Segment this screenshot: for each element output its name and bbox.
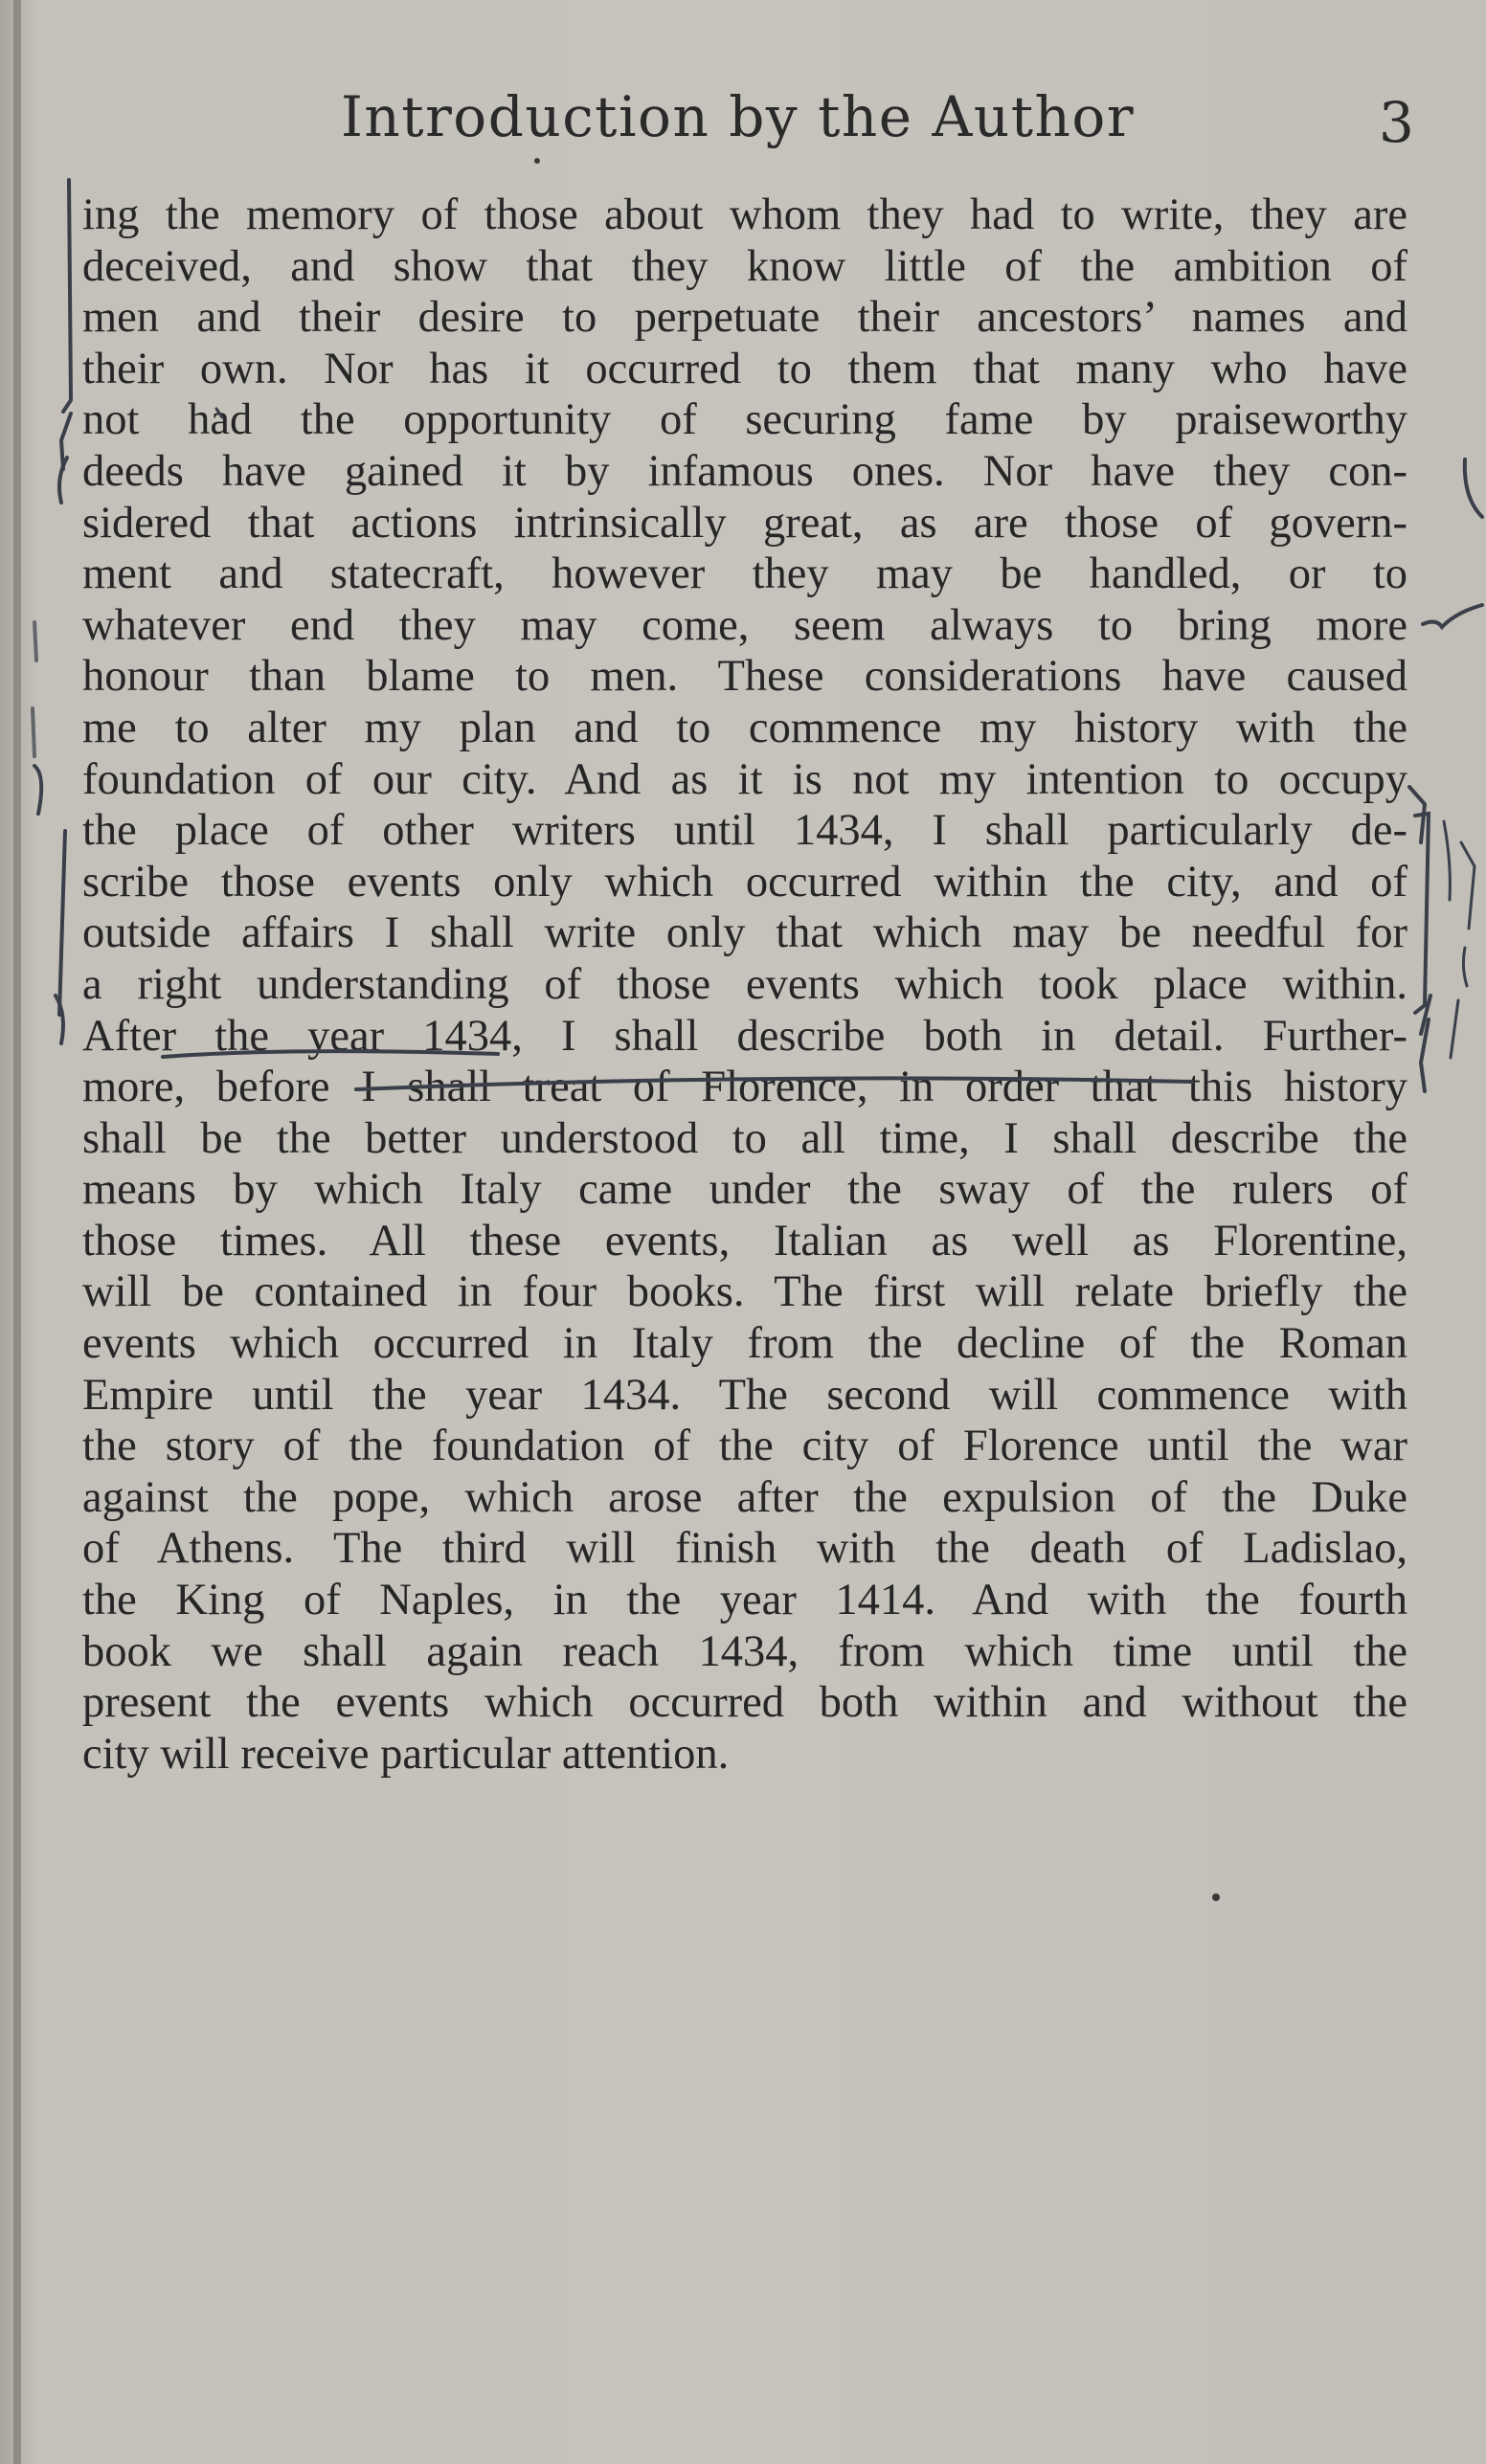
margin-bracket-mark <box>1409 787 1425 842</box>
text-line: book we shall again reach 1434, from which time until the <box>82 1626 1407 1676</box>
margin-bracket-mark <box>34 622 36 661</box>
text-line: ing the memory of those about whom they had to write, they are <box>82 190 1407 239</box>
text-line: Empire until the year 1434. The second will commence with <box>82 1370 1407 1420</box>
text-line: deeds have gained it by infamous ones. Nor have they con- <box>82 446 1407 496</box>
text-line: honour than blame to men. These considerations have caused <box>82 652 1407 702</box>
margin-bracket-mark <box>63 180 71 412</box>
text-line: whatever end they may come, seem always to bring more <box>82 600 1407 650</box>
margin-tick-mark <box>1465 459 1482 517</box>
margin-flourish-mark <box>1421 1019 1429 1091</box>
text-line: of Athens. The third will finish with the death of Ladislao, <box>82 1524 1407 1574</box>
text-line: more, before I shall treat of Florence, in order that this history <box>82 1063 1407 1112</box>
margin-bracket-mark <box>56 996 63 1043</box>
text-line: not had the opportunity of securing fame by praiseworthy <box>82 395 1407 445</box>
text-line: men and their desire to perpetuate their ancestors’ names and <box>82 293 1407 343</box>
text-line: ment and statecraft, however they may be handled, or to <box>82 549 1407 599</box>
text-line: me to alter my plan and to commence my history with the <box>82 703 1407 752</box>
text-line: deceived, and show that they know little of the ambition of <box>82 241 1407 291</box>
text-line: a right understanding of those events which took place within. <box>82 959 1407 1009</box>
text-line: events which occurred in Italy from the decline of the Roman <box>82 1319 1407 1369</box>
text-line: sidered that actions intrinsically great, as are those of govern- <box>82 498 1407 548</box>
margin-tick-mark <box>1423 605 1482 627</box>
binding-edge <box>13 0 21 2464</box>
page-number: 3 <box>1379 90 1414 155</box>
text-line: the place of other writers until 1434, I shall particularly de- <box>82 806 1407 856</box>
text-line: foundation of our city. And as it is not my intention to occupy <box>82 754 1407 804</box>
margin-bracket-mark <box>34 766 41 814</box>
text-line: will be contained in four books. The first will relate briefly the <box>82 1267 1407 1317</box>
margin-tick-mark <box>1444 821 1450 900</box>
margin-bracket-mark <box>59 458 67 503</box>
text-line: those times. All these events, Italian as well as Florentine, <box>82 1216 1407 1266</box>
margin-bracket-mark <box>61 414 71 469</box>
page-header <box>0 75 1486 161</box>
text-line: present the events which occurred both within and without the <box>82 1678 1407 1728</box>
text-line: outside affairs I shall write only that which may be needful for <box>82 908 1407 958</box>
margin-tick-mark <box>1451 1000 1458 1058</box>
text-line: shall be the better understood to all time, I shall describe the <box>82 1113 1407 1163</box>
text-line: the King of Naples, in the year 1414. And with the fourth <box>82 1576 1407 1625</box>
body-text <box>82 190 1407 1780</box>
text-line: their own. Nor has it occurred to them that many who have <box>82 344 1407 393</box>
text-line: the story of the foundation of the city of Florence until the war <box>82 1422 1407 1471</box>
margin-tick-mark <box>1461 842 1475 929</box>
margin-bracket-mark <box>33 708 34 756</box>
margin-bracket-mark <box>1421 996 1430 1034</box>
margin-tick-mark <box>1463 948 1467 986</box>
text-line: After the year 1434, I shall describe both in detail. Further- <box>82 1011 1407 1061</box>
text-line: city will receive particular attention. <box>82 1729 730 1779</box>
margin-bracket-mark <box>59 831 65 1015</box>
text-line: against the pope, which arose after the expulsion of the Duke <box>82 1472 1407 1522</box>
text-line: scribe those events only which occurred within the city, and of <box>82 857 1407 907</box>
text-line: means by which Italy came under the sway of the rulers of <box>82 1165 1407 1215</box>
running-title: Introduction by the Author <box>341 84 1136 149</box>
ink-speck <box>1212 1893 1220 1901</box>
margin-bracket-mark <box>1415 814 1429 1013</box>
